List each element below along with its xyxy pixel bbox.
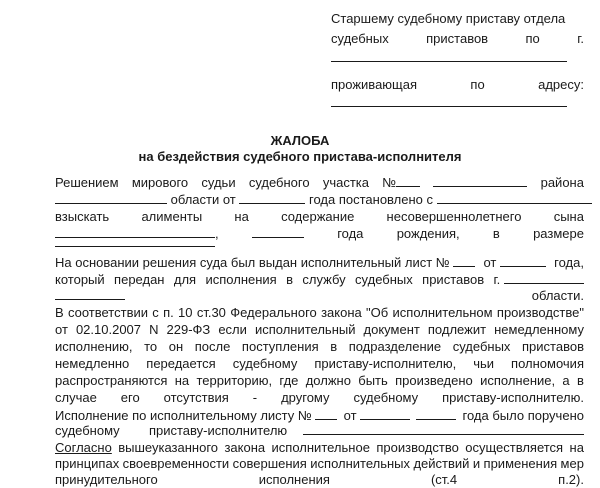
p3-line-4: немедленно передается судебному приставу-исполнителю, чьи полномочия (55, 356, 584, 371)
p1-line-4: , года рождения, в размере (55, 225, 584, 242)
p5-line-3: принудительного исполнения (ст.4 п.2). (55, 472, 584, 487)
bailiff-name-blank (303, 434, 584, 435)
p3-line-1: В соответствии с п. 10 ст.30 Федерального закона "Об исполнительном производстве" (55, 305, 584, 320)
p4-line-2: судебному приставу-исполнителю (55, 423, 288, 438)
p1-line-2: области от года постановлено с (55, 191, 592, 208)
p1-line-3: взыскать алименты на содержание несовершеннолетнего сына (55, 209, 584, 224)
assignment-year-blank (416, 407, 456, 420)
writ-number-blank (453, 254, 475, 267)
court-number-blank (396, 174, 420, 187)
debtor-name-blank (437, 191, 592, 204)
writ-number-blank-2 (315, 407, 337, 420)
region-blank (55, 191, 167, 204)
bailiff-city-blank (504, 271, 584, 284)
p3-line-6: случае его отсутствия - другому судебному приставу-исполнителю. (55, 390, 584, 405)
addressee-line-4: проживающая по адресу: (331, 77, 584, 92)
child-name-blank (55, 225, 215, 238)
p2-line-2: который передан для исполнения в службу судебных приставов г. (55, 271, 584, 288)
p2-line-1: На основании решения суда был выдан исполнительный лист № от года, (55, 255, 584, 270)
p3-line-5: распространяются на территорию, где должно быть произведено исполнение, а в (55, 373, 584, 388)
bailiff-region-blank (55, 299, 125, 300)
p3-line-3: исполнению, то он после поступления в подразделение судебных приставов (55, 339, 584, 354)
writ-date-blank (500, 254, 546, 267)
p4-line-1: Исполнение по исполнительному листу № от года было поручено (55, 408, 584, 423)
p2-line-3: области. (531, 288, 584, 303)
document-subtitle: на бездействия судебного пристава-исполнителя (138, 149, 462, 164)
addressee-line-1: Старшему судебному приставу отдела (331, 11, 566, 26)
assignment-date-blank (360, 407, 410, 420)
addressee-address-blank (331, 106, 567, 107)
p1-line-1: Решением мирового судьи судебного участка № района (55, 175, 584, 190)
decision-date-blank (239, 191, 305, 204)
p3-line-2: от 02.10.2007 N 229-ФЗ если исполнительный документ подлежит немедленному (55, 322, 584, 337)
addressee-line-2: судебных приставов по г. (331, 31, 584, 46)
addressee-city-blank (331, 61, 567, 62)
p5-line-1: Согласно вышеуказанного закона исполнительное производство осуществляется на (55, 440, 584, 455)
document-title: ЖАЛОБА (270, 133, 330, 148)
p5-line-2: принципах своевременности совершения исполнительных действий и применения мер (55, 456, 584, 471)
birth-year-blank (252, 225, 304, 238)
district-blank (433, 174, 527, 187)
alimony-amount-blank (55, 246, 215, 247)
